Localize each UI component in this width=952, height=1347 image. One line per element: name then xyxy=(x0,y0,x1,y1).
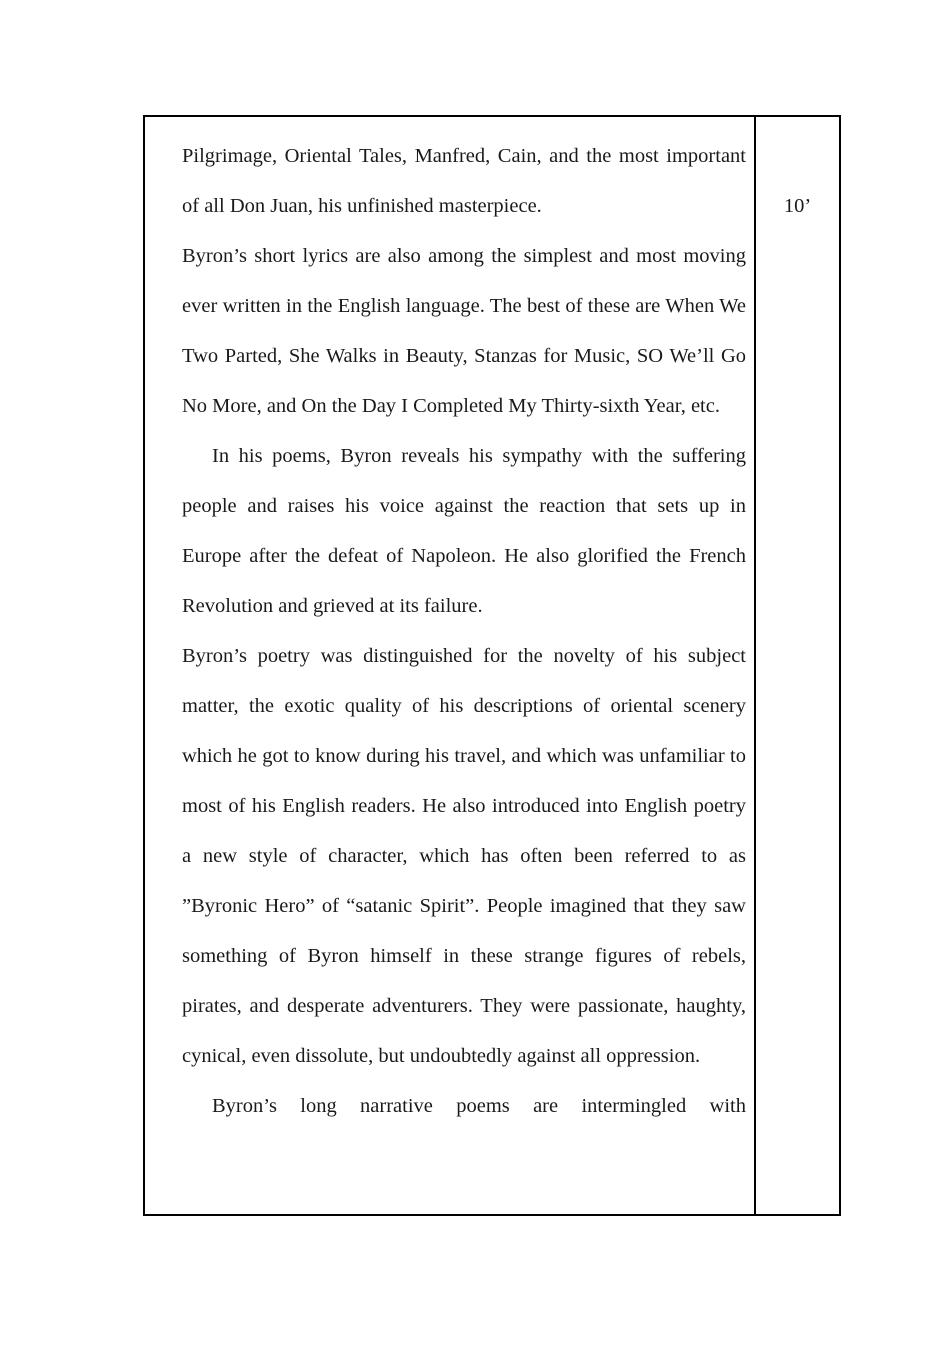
paragraph-sympathy: In his poems, Byron reveals his sympathy with the suffering people and raises his voice against the reaction that sets up in Europe after the defeat of Napoleon. He also glorified the French Revolution and grieved at its failure. xyxy=(182,445,746,617)
content-cell xyxy=(145,117,756,1214)
time-cell xyxy=(756,117,839,1214)
paragraph-short-lyrics: Byron’s short lyrics are also among the simplest and most moving ever written in the English language. The best of these are When We Two Parted, She Walks in Beauty, Stanzas for Music, SO We’ll Go No More, and On the Day I Completed My Thirty-sixth Year, etc. xyxy=(182,245,746,417)
paragraph-novelty: Byron’s poetry was distinguished for the novelty of his subject matter, the exotic quality of his descriptions of oriental scenery which he got to know during his travel, and which was unfamiliar to most of his English readers. He also introduced into English poetry a new style of character, which has often been referred to as ”Byronic Hero” of “satanic Spirit”. People imagined that they saw something of Byron himself in these strange figures of rebels, pirates, and desperate adventurers. They were passionate, haughty, cynical, even dissolute, but undoubtedly against all oppression. xyxy=(182,645,746,1067)
time-allocation: 10’ xyxy=(783,195,812,217)
paragraph-works: Pilgrimage, Oriental Tales, Manfred, Cain, and the most important of all Don Juan, his unfinished masterpiece. xyxy=(182,145,746,217)
paragraph-narrative-poems: Byron’s long narrative poems are intermingled with xyxy=(212,1095,746,1117)
lesson-table xyxy=(143,115,841,1216)
